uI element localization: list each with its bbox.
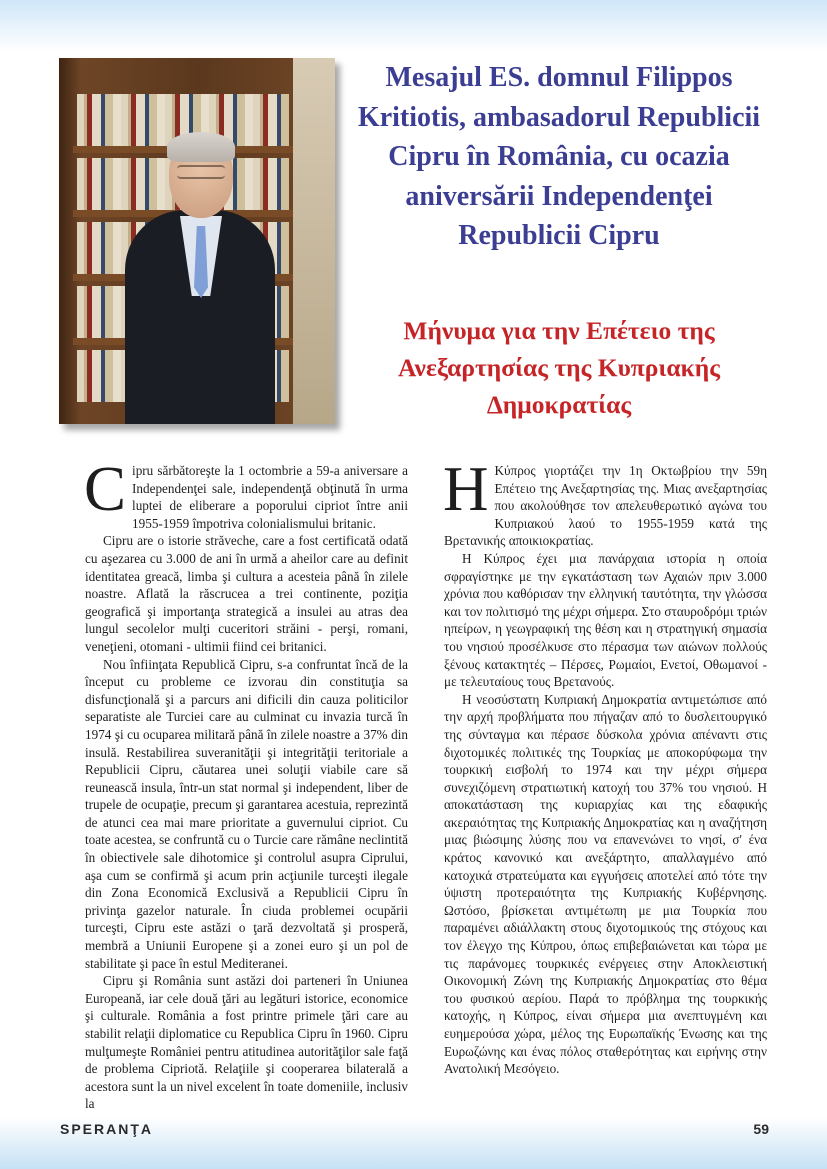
paragraph: Cipru şi România sunt astăzi doi parteneri în Uniunea Europeană, iar cele două ţări au legături istorice, economice şi culturale. România a fost printre primele ţări care au stabilit relaţii diplomatice cu Republica Cipru în 1960. Cipru mulţumeşte României pentru atitudinea autorităţilor sale faţă de problema Cipriotă. Relaţiile şi cooperarea bilaterală a acestora sunt la un nivel excelent în toate domeniile, inclusiv la [85,973,408,1112]
romanian-column [84,454,408,1113]
paragraph: Cipru sărbătoreşte la 1 octombrie a 59-a aniversare a Independenţei sale, independenţă obţinută în urma luptei de eliberare a poporului cipriot între anii 1955-1959 împotriva colonialismului britanic. [84,454,408,531]
paragraph: H Κύπρος γιορτάζει την 1η Οκτωβρίου την 59η Επέτειο της Ανεξαρτησίας της. Μιας ανεξαρτησίας που ακολούθησε τον απελευθερωτικό αγώνα του Κυπριακού λαού το 1955-1959 κατά της Βρετανικής αποικιοκρατίας. [443,454,767,549]
ambassador-photo [59,58,335,424]
page-number: 59 [753,1121,769,1137]
paragraph: Η Κύπρος έχει μια πανάρχαια ιστορία η οποία σφραγίστηκε με την εγκατάσταση των Αχαιών πριν 3.000 χρόνια που καθόρισαν την ελληνική ταυτότητα, την γλώσσα και τον πολιτισμό της μέχρι σήμερα. Στο σταυροδρόμι τριών ηπείρων, η γεωγραφική της θέση και η στρατηγική σημασία του νησιού προσέλκυσε στο πέρασμα των αιώνων πολλούς ξένους κατακτητές – Πέρσες, Ρωμαίοι, Ενετοί, Οθωμανοί - με τελευταίους τους Βρετανούς. [444,550,767,690]
drop-cap: H [443,454,489,524]
title-greek: Μήνυμα για την Επέτειο της Ανεξαρτησίας της Κυπριακής Δημοκρατίας [398,316,720,419]
drop-cap: C [84,454,127,524]
paragraph: Nou înfiinţata Republică Cipru, s-a confruntat încă de la început cu probleme ce izvorau din constituţia sa disfuncţională şi a parcurs ani dificili din cauza politicilor separatiste ale Turciei care au culminat cu invazia turcă în 1974 şi cu ocuparea militară până în zilele noastre a 37% din insulă. Restabilirea suveranităţii şi integrităţii teritoriale a Republicii Cipru, căutarea unei soluţii viabile care să reunească insula, într-un stat normal şi independent, liber de trupele de ocupaţie, precum şi garantarea acestuia, reprezintă de atunci cea mai mare prioritate a guvernului cipriot. Cu toate acestea, se confruntă cu o Turcie care rămâne neclintită în obiectivele sale dihotomice şi controlul asupra Ciprului, aşa cum se confirmă şi acum prin acţiunile turceşti ilegale din Zona Economică Exclusivă a Republicii Cipru în privinţa gazelor naturale. În ciuda problemei ocupării turceşti, Cipru este astăzi o ţară dezvoltată şi prosperă, membră a Uniunii Europene şi a zonei euro şi un pol de stabilitate şi pace în estul Mediteranei. [85,656,408,971]
greek-column [443,454,767,1078]
header-band [0,0,827,52]
title-romanian: Mesajul ES. domnul Filippos Kritiotis, ambasadorul Republicii Cipru în România, cu ocazia aniversării Independenţei Republicii Cipru [357,62,761,251]
paragraph: Η νεοσύστατη Κυπριακή Δημοκρατία αντιμετώπισε από την αρχή προβλήματα που πήγαζαν από το δυσλειτουργικό της σύνταγμα και πέρασε δύσκολα χρόνια απέναντι στις διχοτομικές πολιτικές της Τουρκίας με αποκορύφωμα την τουρκική εισβολή το 1974 και την μέχρι σήμερα συνεχιζόμενη στρατιωτική κατοχή του 37% του νησιού. Η αποκατάσταση της κυριαρχίας και της εδαφικής ακεραιότητας της Κυπριακής Δημοκρατίας και η αναζήτηση μιας βιώσιμης λύσης που να επανενώνει το νησί, σ' ένα κράτος κανονικό και ανεξάρτητο, απαλλαγμένο από κατοχικά στρατεύματα και εγγυήσεις αποτελεί από τότε την ύψιστη προτεραιότητα της Κυπριακής Κυβέρνησης. Ωστόσο, βρίσκεται αντιμέτωπη με μια Τουρκία που παραμένει αδιάλλακτη στους διχοτομικούς της στόχους και τον έλεγχο της Κύπρου, όπως επιβεβαιώνεται και τώρα με τις παράνομες τουρκικές ενέργειες στην Αποκλειστική Οικονομική Ζώνη της Κυπριακής Δημοκρατίας στο θέμα του φυσικού αερίου. Παρά το πρόβλημα της τουρκικής κατοχής, η Κύπρος, είναι σήμερα μια ανεπτυγμένη και ευημερούσα χώρα, μέλος της Ευρωπαϊκής Ένωσης και της Ευρωζώνης και ένας πόλος σταθερότητας και ειρήνης στην Ανατολική Μεσόγειο. [444,691,767,1077]
publication-name: SPERANŢA [60,1121,154,1137]
paragraph: Cipru are o istorie străveche, care a fost certificată odată cu aşezarea cu 3.000 de ani în urmă a aheilor care au definit identitatea greacă, limba şi cultura a acesteia până în zilele noastre. Aflată la răscrucea a trei continente, poziţia geografică şi importanţa strategică a insulei au atras dea lungul secolelor mulţi cuceritori străini - perşi, romani, veneţieni, otomani - ultimii fiind cei britanici. [85,533,408,654]
